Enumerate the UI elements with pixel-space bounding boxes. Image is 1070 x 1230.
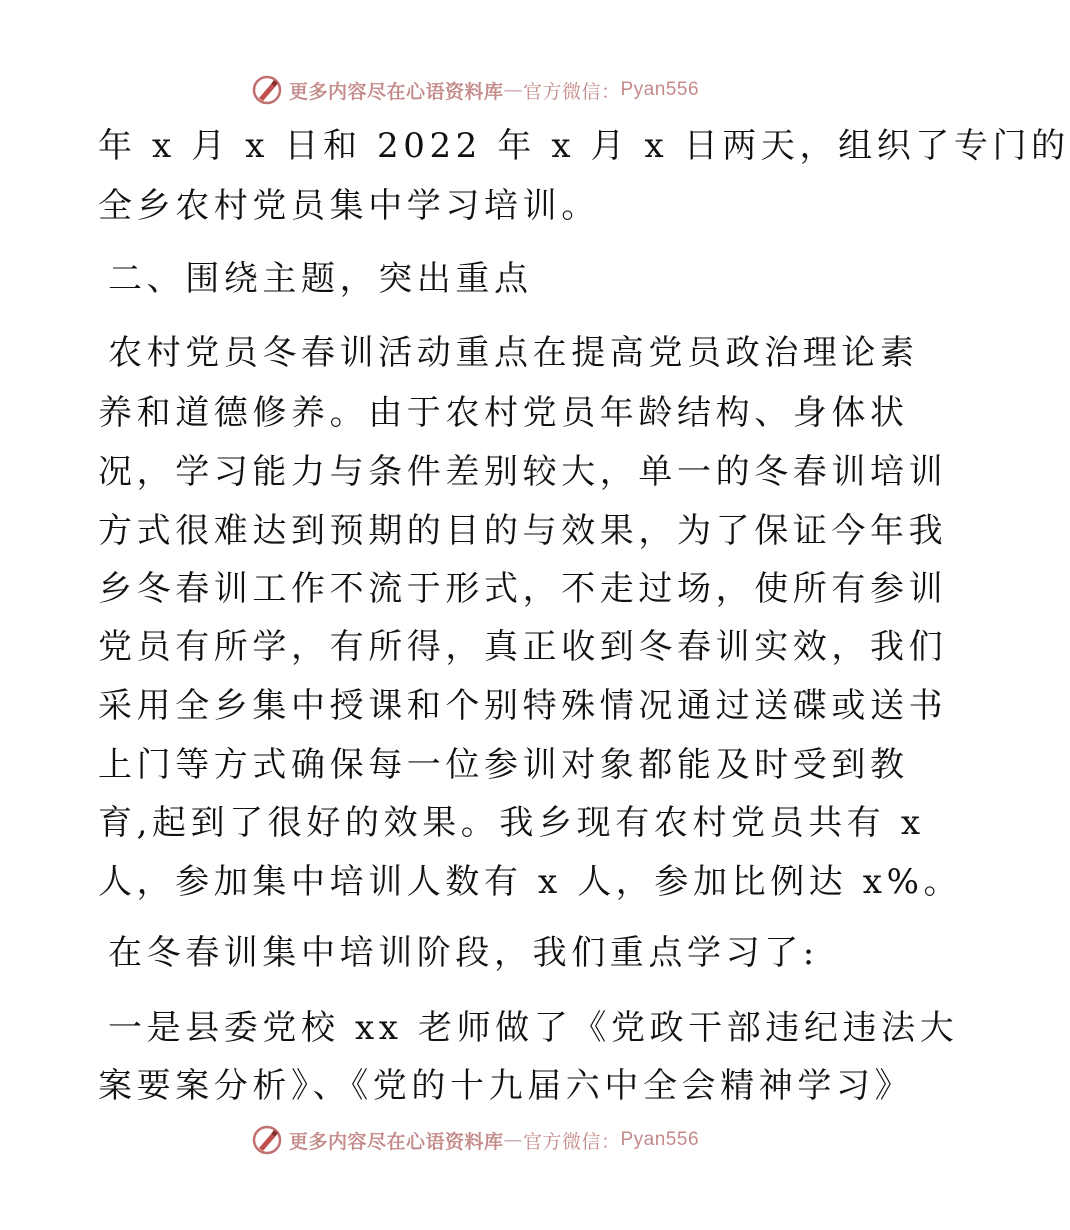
body-line: 人，参加集中培训人数有 x 人，参加比例达 x%。: [98, 862, 963, 902]
body-line: 在冬春训集中培训阶段，我们重点学习了:: [108, 933, 819, 973]
pen-logo-icon: [251, 1124, 283, 1156]
body-line: 农村党员冬春训活动重点在提高党员政治理论素: [108, 333, 919, 373]
body-line: 方式很难达到预期的目的与效果，为了保证今年我: [98, 511, 948, 551]
watermark-dash: —: [503, 79, 523, 101]
watermark-wechat-id: Pyan556: [620, 79, 700, 100]
body-line: 党员有所学，有所得，真正收到冬春训实效，我们: [98, 627, 948, 667]
watermark-wechat-id: Pyan556: [620, 1129, 700, 1150]
watermark-footer: [0, 1122, 950, 1158]
watermark-official-label: 官方微信：: [522, 80, 621, 103]
body-line: 一是县委党校 xx 老师做了《党政干部违纪违法大: [108, 1008, 959, 1048]
body-line: 年 x 月 x 日和 2022 年 x 月 x 日两天，组织了专门的: [98, 126, 1070, 166]
body-line: 乡冬春训工作不流于形式，不走过场，使所有参训: [98, 569, 948, 609]
watermark-header: [0, 72, 950, 108]
watermark-official-label: 官方微信：: [522, 1130, 621, 1153]
body-line: 况，学习能力与条件差别较大，单一的冬春训培训: [98, 452, 948, 492]
section-heading: 二、围绕主题，突出重点: [108, 259, 533, 299]
watermark-dash: —: [503, 1129, 523, 1151]
body-line: 上门等方式确保每一位参训对象都能及时受到教: [98, 745, 909, 785]
body-line: 案要案分析》、《党的十九届六中全会精神学习》: [98, 1066, 914, 1106]
body-line: 育,起到了很好的效果。我乡现有农村党员共有 x: [98, 803, 925, 843]
body-line: 采用全乡集中授课和个别特殊情况通过送碟或送书: [98, 686, 948, 726]
pen-logo-icon: [251, 74, 283, 106]
watermark-main-text: 更多内容尽在心语资料库: [288, 80, 504, 103]
body-line: 全乡农村党员集中学习培训。: [98, 186, 600, 226]
body-line: 养和道德修养。由于农村党员年龄结构、身体状: [98, 393, 909, 433]
watermark-main-text: 更多内容尽在心语资料库: [288, 1130, 504, 1153]
